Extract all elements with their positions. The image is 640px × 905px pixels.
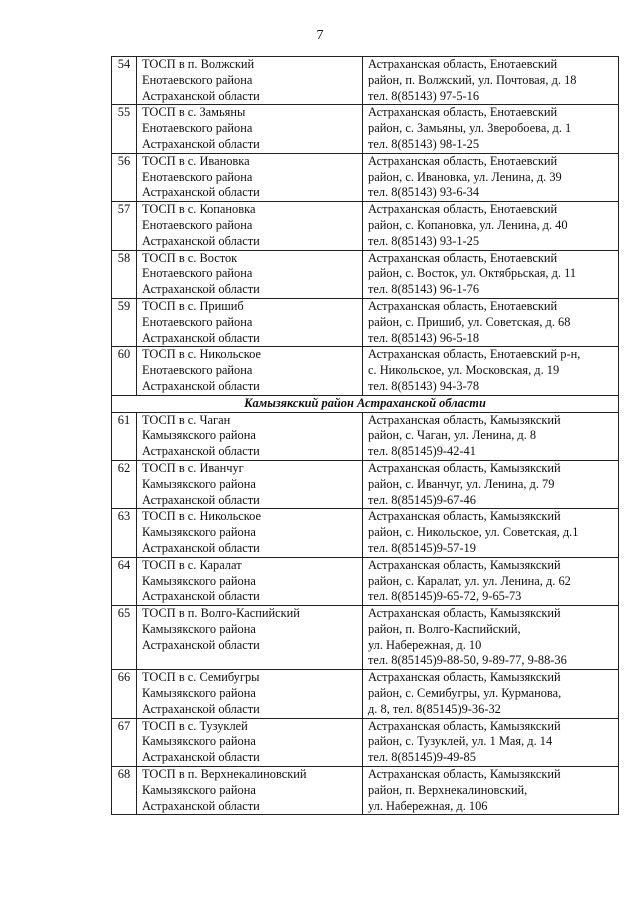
section-row (112, 395, 619, 412)
office-name: ТОСП в п. Волжский Енотаевского района Астраханской области (137, 57, 363, 105)
office-name: ТОСП в с. Копановка Енотаевского района Астраханской области (137, 202, 363, 250)
office-name: ТОСП в п. Верхнекалиновский Камызякского района Астраханской области (137, 767, 363, 815)
row-number: 68 (112, 767, 137, 815)
office-name: ТОСП в с. Замьяны Енотаевского района Астраханской области (137, 105, 363, 153)
office-name: ТОСП в п. Волго-Каспийский Камызякского района Астраханской области (137, 606, 363, 670)
table-row (112, 250, 619, 298)
office-address: Астраханская область, Камызякский район, с. Чаган, ул. Ленина, д. 8 тел. 8(85145)9-42-41 (363, 412, 619, 460)
table-body-enotaevsky (112, 57, 619, 396)
row-number: 66 (112, 670, 137, 718)
table-row (112, 718, 619, 766)
table-row (112, 557, 619, 605)
office-address: Астраханская область, Енотаевский район, с. Замьяны, ул. Зверобоева, д. 1 тел. 8(85143) 98-1-25 (363, 105, 619, 153)
table-row (112, 202, 619, 250)
office-name: ТОСП в с. Семибугры Камызякского района Астраханской области (137, 670, 363, 718)
office-name: ТОСП в с. Никольское Енотаевского района Астраханской области (137, 347, 363, 395)
office-name: ТОСП в с. Тузуклей Камызякского района Астраханской области (137, 718, 363, 766)
section-heading: Камызякский район Астраханской области (112, 395, 619, 412)
office-address: Астраханская область, Камызякский район, п. Волго-Каспийский, ул. Набережная, д. 10 тел. 8(85145)9-88-50, 9-89-77, 9-88-36 (363, 606, 619, 670)
row-number: 67 (112, 718, 137, 766)
office-address: Астраханская область, Камызякский район, с. Семибугры, ул. Курманова, д. 8, тел. 8(85145)9-36-32 (363, 670, 619, 718)
row-number: 55 (112, 105, 137, 153)
table-row (112, 767, 619, 815)
page-number: 7 (316, 28, 324, 43)
office-address: Астраханская область, Енотаевский район, с. Копановка, ул. Ленина, д. 40 тел. 8(85143) 93-1-25 (363, 202, 619, 250)
office-name: ТОСП в с. Иванчуг Камызякского района Астраханской области (137, 460, 363, 508)
row-number: 62 (112, 460, 137, 508)
row-number: 64 (112, 557, 137, 605)
table-row (112, 606, 619, 670)
table-row (112, 105, 619, 153)
table-row (112, 57, 619, 105)
office-name: ТОСП в с. Никольское Камызякского района Астраханской области (137, 509, 363, 557)
office-name: ТОСП в с. Ивановка Енотаевского района Астраханской области (137, 153, 363, 201)
table-row (112, 509, 619, 557)
office-address: Астраханская область, Камызякский район, с. Тузуклей, ул. 1 Мая, д. 14 тел. 8(85145)9-49-85 (363, 718, 619, 766)
office-name: ТОСП в с. Каралат Камызякского района Астраханской области (137, 557, 363, 605)
office-address: Астраханская область, Камызякский район, с. Каралат, ул. ул. Ленина, д. 62 тел. 8(85145)9-65-72, 9-65-73 (363, 557, 619, 605)
table-row (112, 347, 619, 395)
office-name: ТОСП в с. Восток Енотаевского района Астраханской области (137, 250, 363, 298)
office-address: Астраханская область, Енотаевский район, с. Восток, ул. Октябрьская, д. 11 тел. 8(85143) 96-1-76 (363, 250, 619, 298)
office-name: ТОСП в с. Пришиб Енотаевского района Астраханской области (137, 298, 363, 346)
row-number: 60 (112, 347, 137, 395)
table-row (112, 412, 619, 460)
table-row (112, 670, 619, 718)
table-row (112, 298, 619, 346)
table-row (112, 460, 619, 508)
row-number: 59 (112, 298, 137, 346)
row-number: 58 (112, 250, 137, 298)
office-address: Астраханская область, Камызякский район, с. Никольское, ул. Советская, д.1 тел. 8(85145)9-57-19 (363, 509, 619, 557)
office-address: Астраханская область, Енотаевский район, с. Ивановка, ул. Ленина, д. 39 тел. 8(85143) 93-6-34 (363, 153, 619, 201)
table-row (112, 153, 619, 201)
office-address: Астраханская область, Камызякский район, с. Иванчуг, ул. Ленина, д. 79 тел. 8(85145)9-67-46 (363, 460, 619, 508)
row-number: 54 (112, 57, 137, 105)
row-number: 57 (112, 202, 137, 250)
office-address: Астраханская область, Енотаевский район, п. Волжский, ул. Почтовая, д. 18 тел. 8(85143) 97-5-16 (363, 57, 619, 105)
office-address: Астраханская область, Камызякский район, п. Верхнекалиновский, ул. Набережная, д. 106 (363, 767, 619, 815)
office-address: Астраханская область, Енотаевский район, с. Пришиб, ул. Советская, д. 68 тел. 8(85143) 96-5-18 (363, 298, 619, 346)
offices-table (111, 56, 619, 815)
office-address: Астраханская область, Енотаевский р-н, с. Никольское, ул. Московская, д. 19 тел. 8(85143) 94-3-78 (363, 347, 619, 395)
row-number: 61 (112, 412, 137, 460)
table-section (112, 395, 619, 412)
row-number: 65 (112, 606, 137, 670)
row-number: 63 (112, 509, 137, 557)
table-body-kamyzyak (112, 412, 619, 815)
row-number: 56 (112, 153, 137, 201)
office-name: ТОСП в с. Чаган Камызякского района Астраханской области (137, 412, 363, 460)
